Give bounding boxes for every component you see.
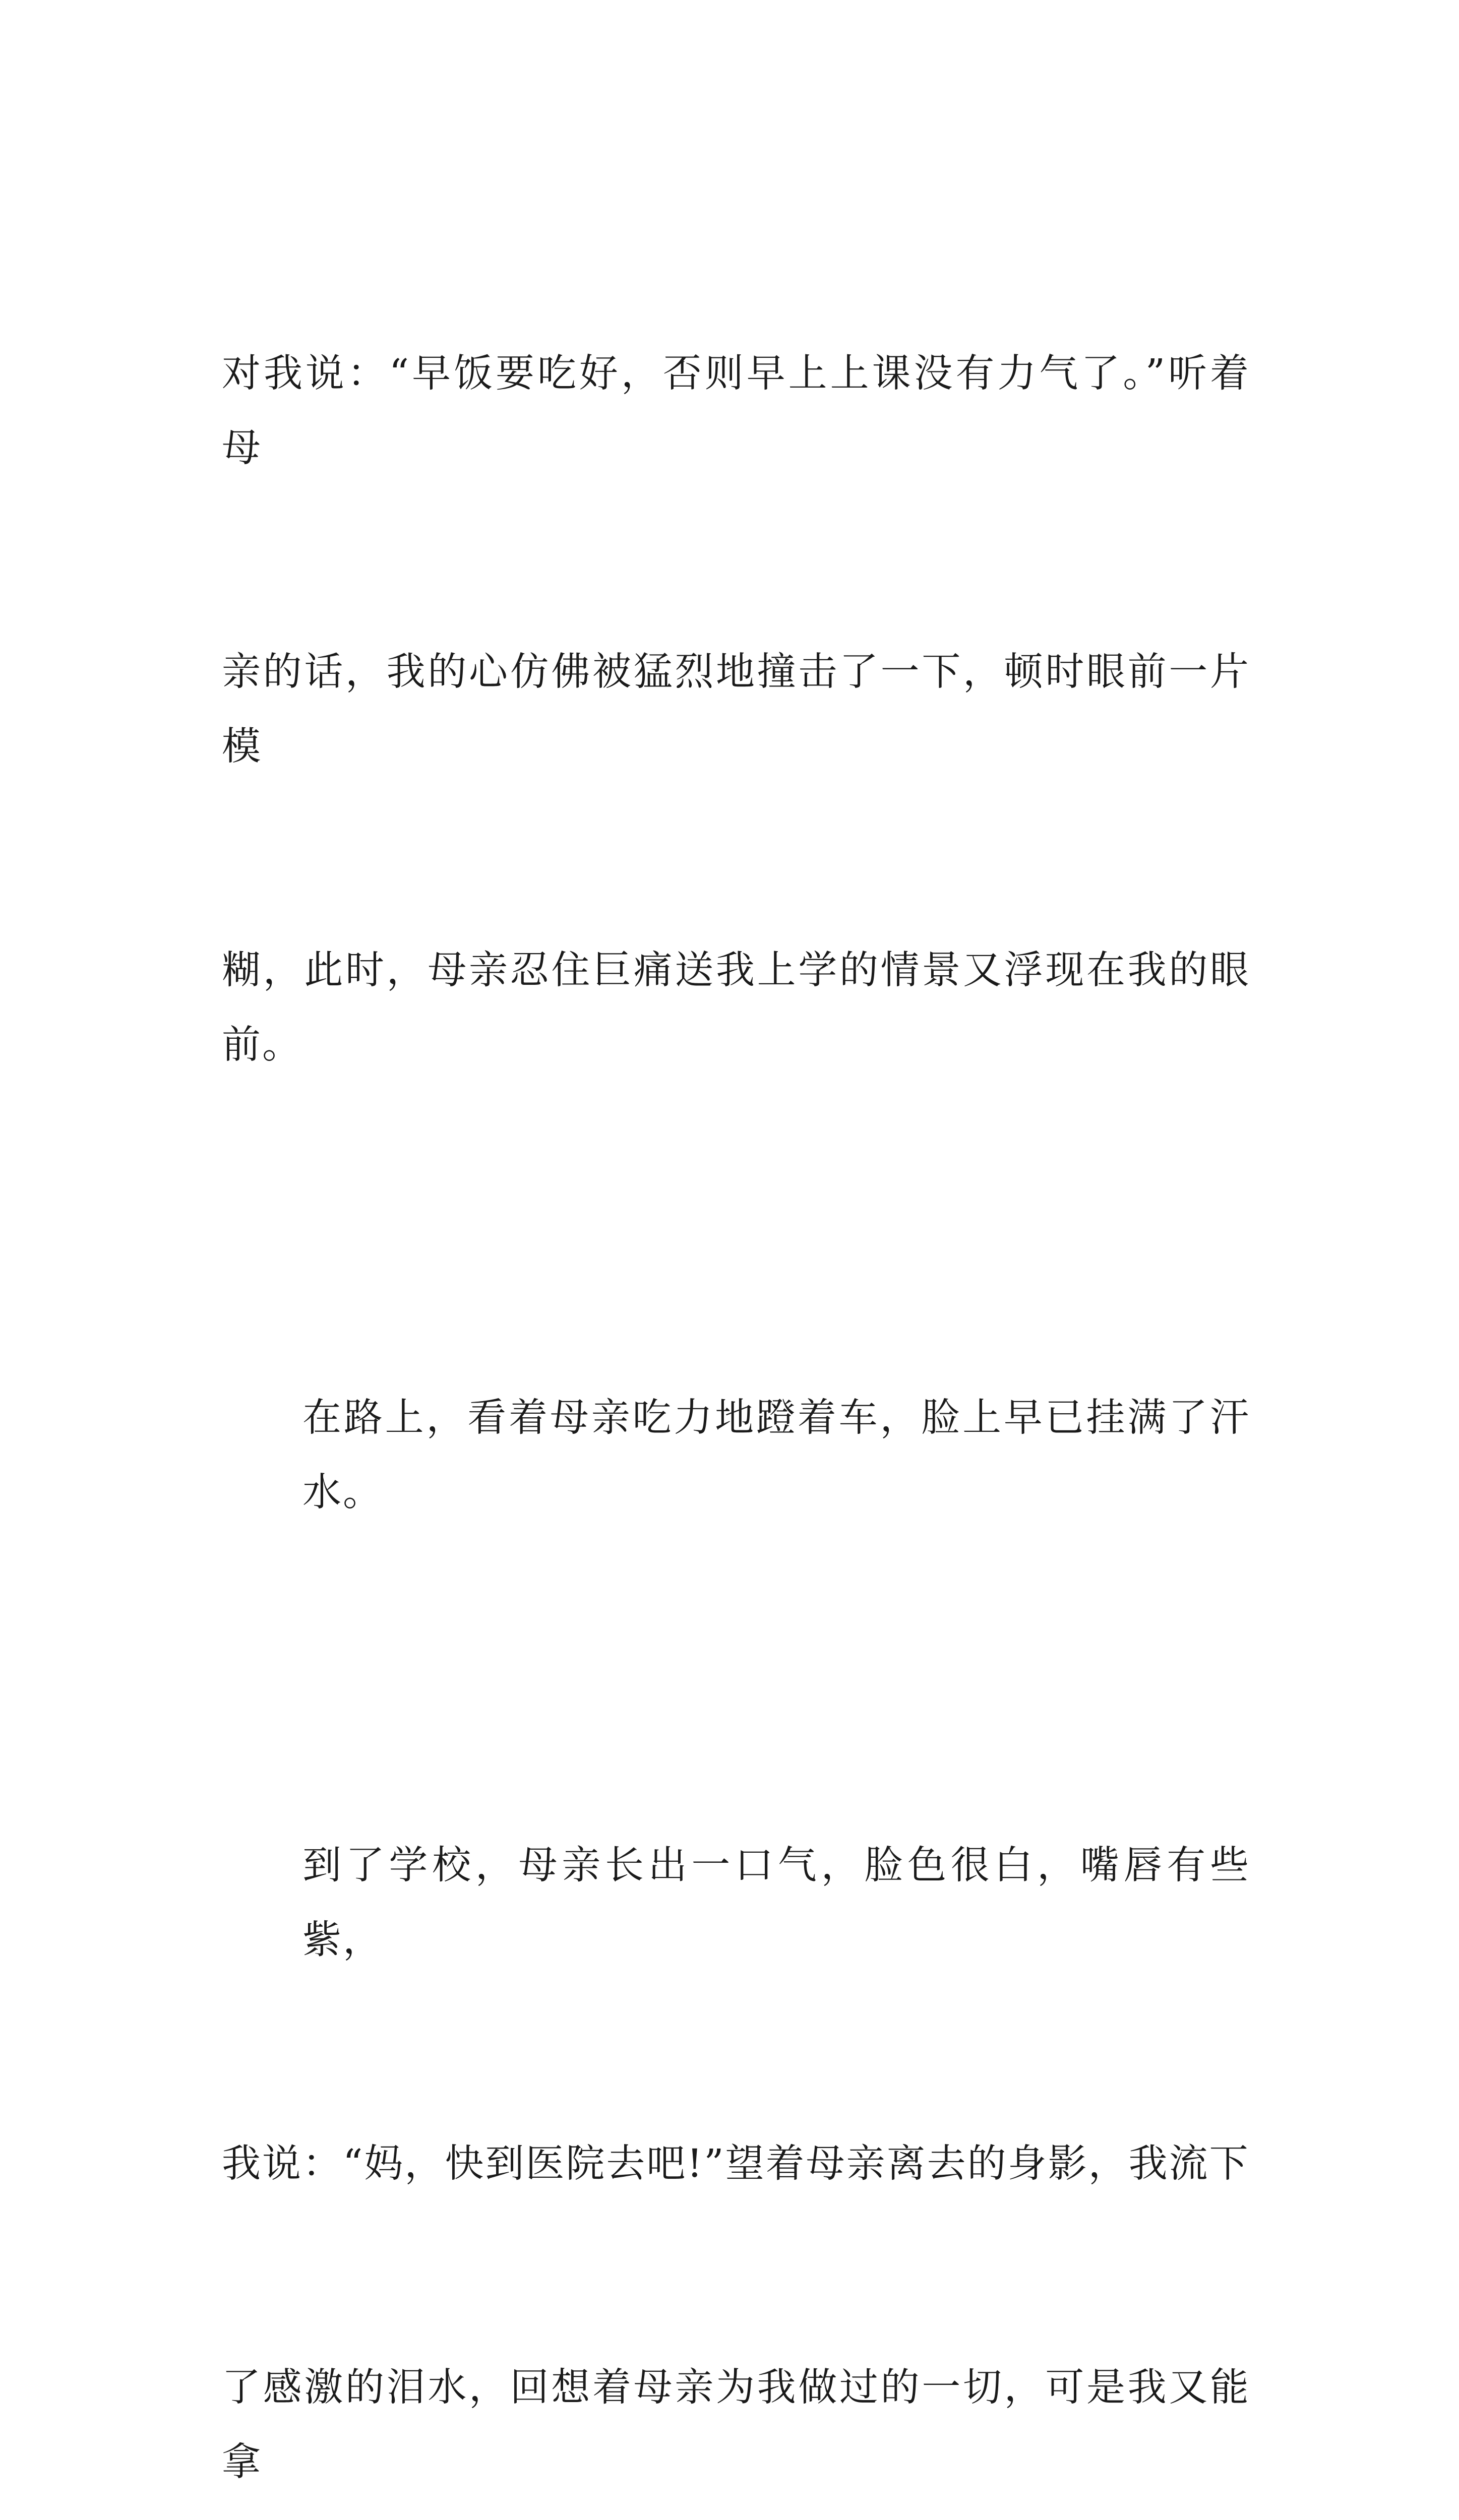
text-line: 对我说：“早饭要吃好，否则早上上课没有力气了。”听着母	[222, 351, 1250, 471]
text-line: 我说：“妈，快到医院去吧!”望着母亲离去的身影，我流下	[222, 2141, 1250, 2186]
text-line: 糊，此时，母亲忍住巨痛送我上学的情景又浮现在我的眼前。	[222, 948, 1250, 1067]
essay-body	[222, 187, 1250, 2520]
paragraph	[222, 1679, 1250, 2520]
paragraph-continuation	[222, 187, 1250, 1232]
text-line: 在路上，看着母亲吃力地蹬着车，脸上早已挂满了汗水。	[302, 1396, 1250, 1515]
text-line: 了感激的泪水，回想着母亲为我做过的一切，可是我又能拿	[222, 2365, 1250, 2485]
paragraph	[222, 1232, 1250, 1679]
text-line: 到了学校，母亲长出一口气，脸色很白，嘴唇有些紫，	[302, 1843, 1250, 1963]
text-line: 亲的话，我的心仿佛被猛烈地撞击了一下，顿时眼前一片模	[222, 650, 1250, 769]
